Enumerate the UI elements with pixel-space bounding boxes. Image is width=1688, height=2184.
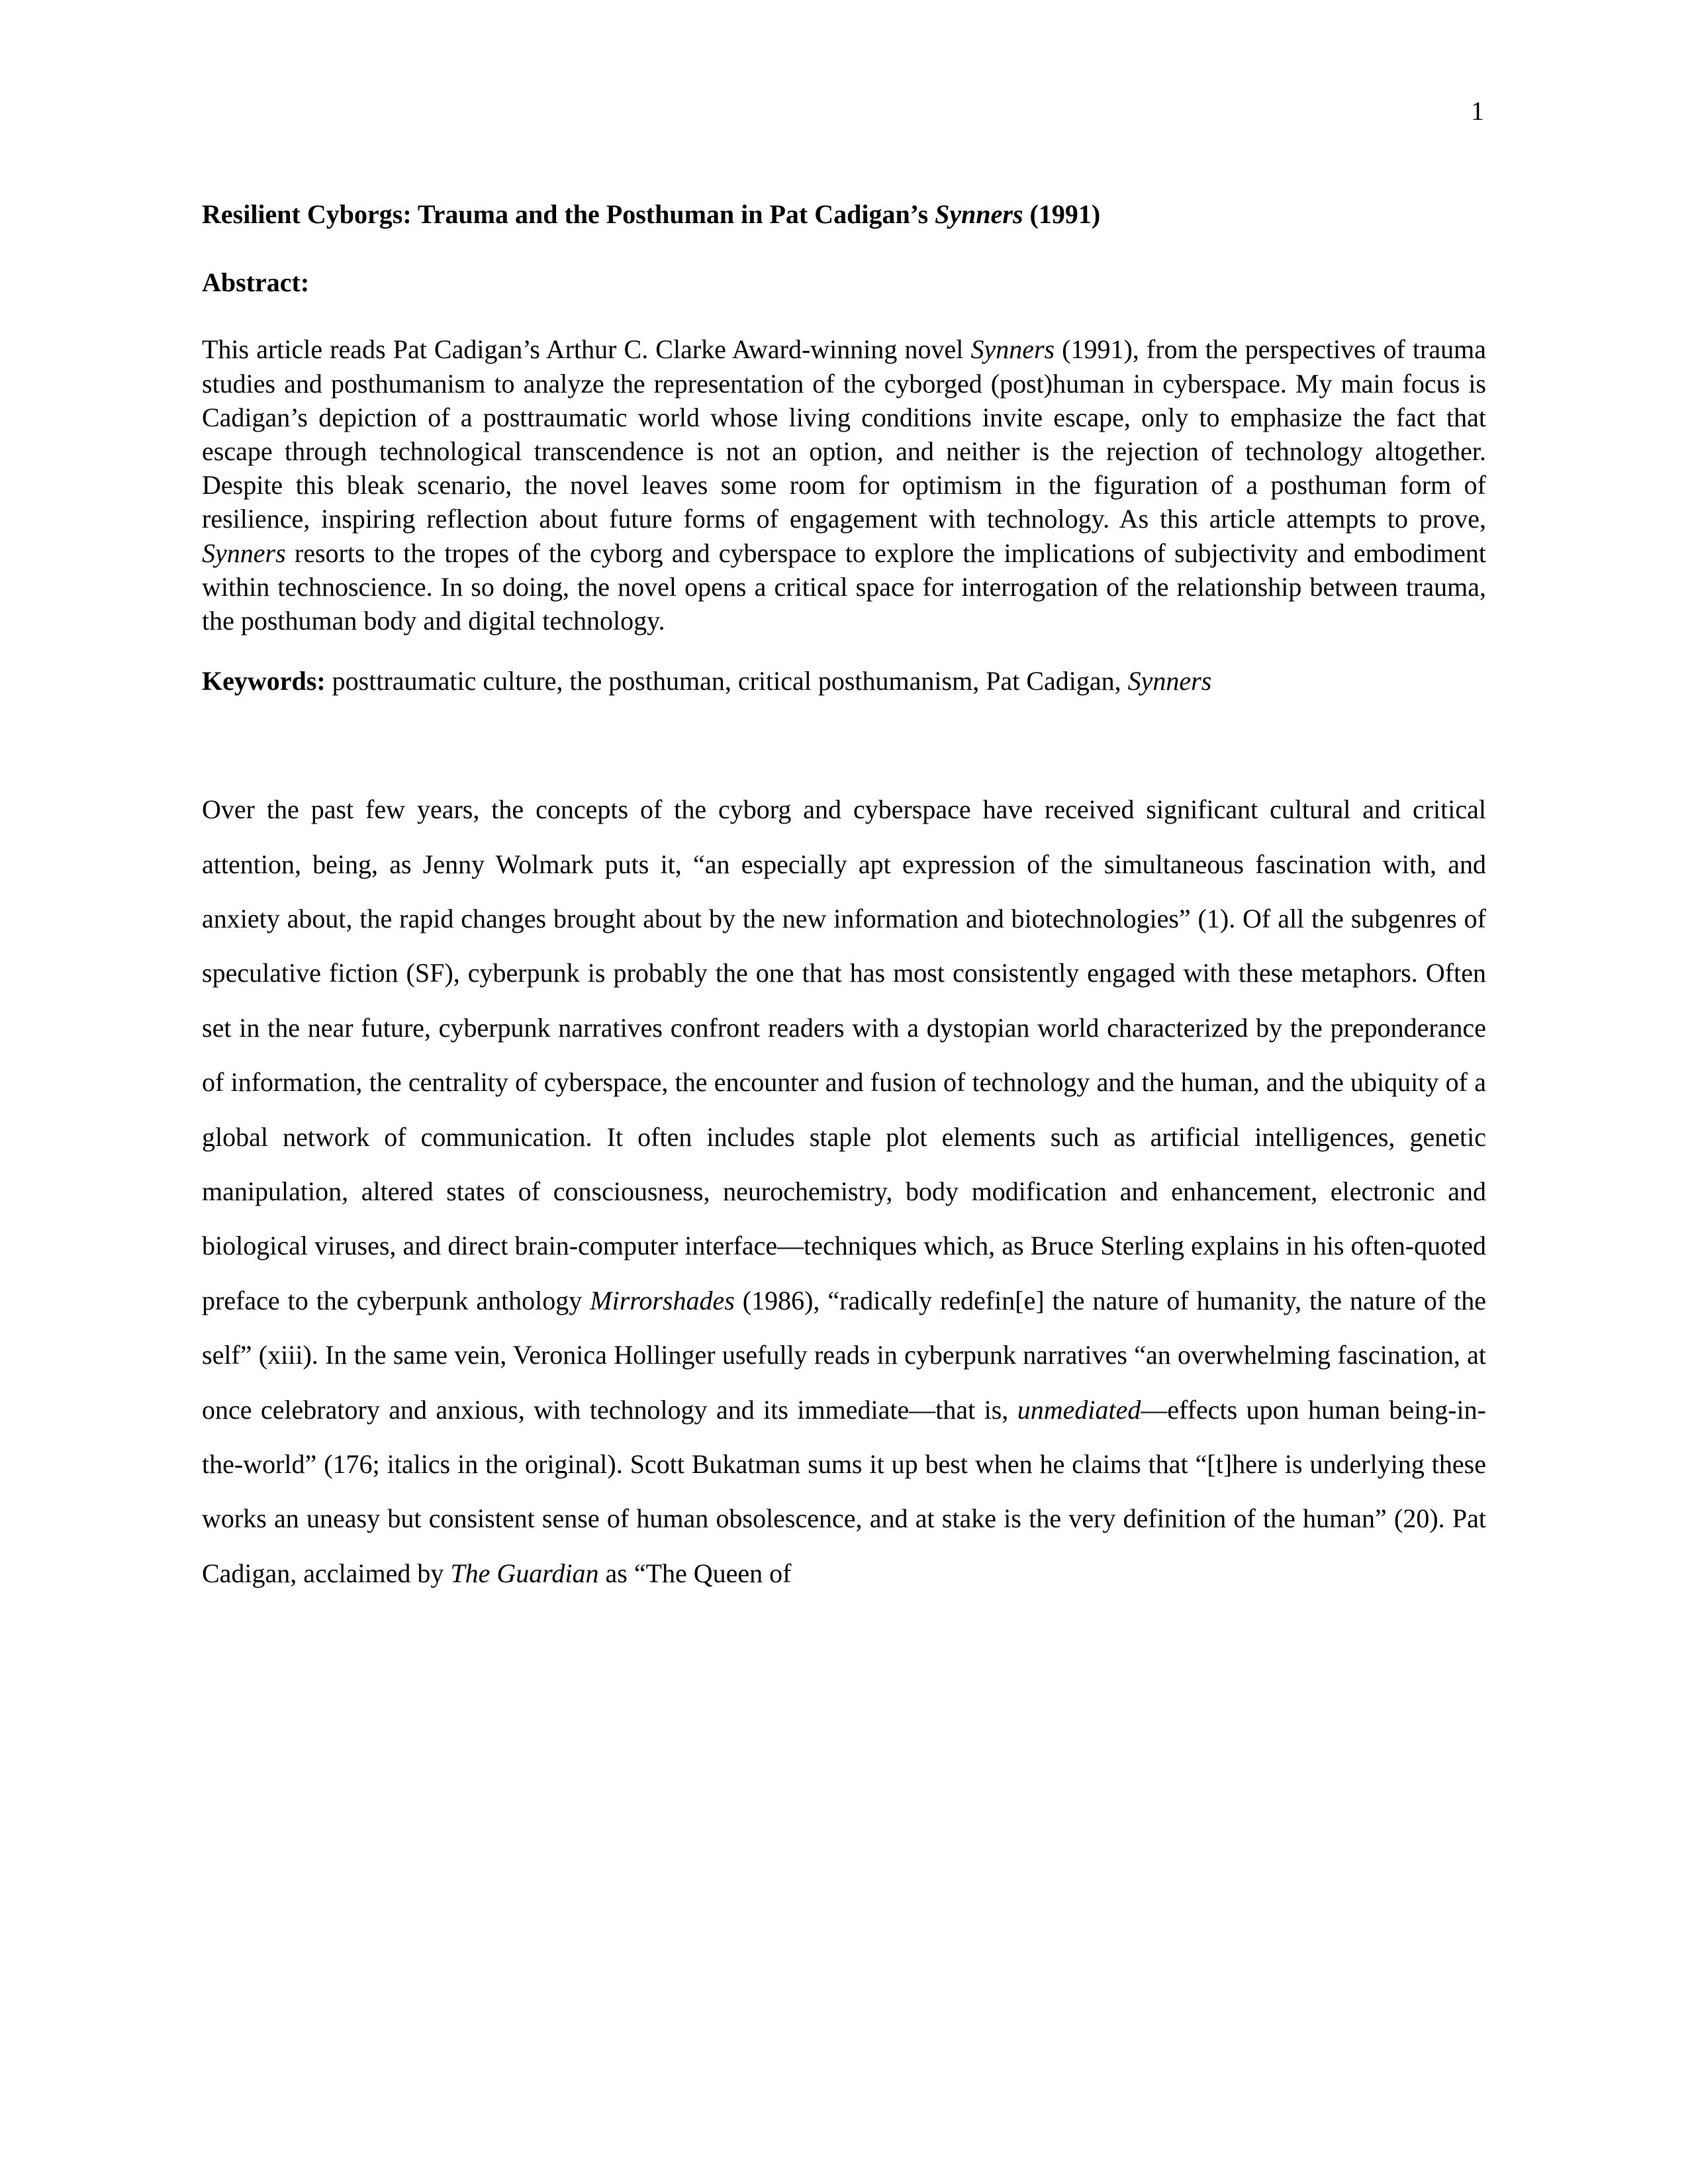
- body-text-part-4: as “The Queen of: [598, 1558, 792, 1588]
- section-spacer: [202, 698, 1486, 783]
- keywords-line: [202, 664, 1486, 698]
- body-text-part-2: (1986), “radically redefin[e] the nature of humanity, the nature of the self” (xiii). In the same vein, Veronica Hollinger usefully reads in cyberpunk narratives “an overwhelming fascination, at once celebratory and anxious, with technology and its immediate—that is,: [202, 1285, 1486, 1425]
- abstract-text-part-1: This article reads Pat Cadigan’s Arthur C. Clarke Award-winning novel: [202, 334, 971, 365]
- abstract-paragraph: [202, 332, 1486, 638]
- page-title: [202, 199, 1486, 230]
- page-content: [202, 199, 1486, 1601]
- keywords-novel-name: Synners: [1127, 666, 1212, 696]
- title-novel-name: Synners: [935, 199, 1023, 229]
- abstract-text-part-3: resorts to the tropes of the cyborg and cyberspace to explore the implications of subjectivity and embodiment within technoscience. In so doing, the novel opens a critical space for interrogation of the relationship between trauma, the posthuman body and digital technology.: [202, 538, 1486, 636]
- body-text-part-1: Over the past few years, the concepts of the cyborg and cyberspace have received significant cultural and critical attention, being, as Jenny Wolmark puts it, “an especially apt expression of the simultaneous fascination with, and anxiety about, the rapid changes brought about by the new information and biotechnologies” (1). Of all the subgenres of speculative fiction (SF), cyberpunk is probably the one that has most consistently engaged with these metaphors. Often set in the near future, cyberpunk narratives confront readers with a dystopian world characterized by the preponderance of information, the centrality of cyberspace, the encounter and fusion of technology and the human, and the ubiquity of a global network of communication. It often includes staple plot elements such as artificial intelligences, genetic manipulation, altered states of consciousness, neurochemistry, body modification and enhancement, electronic and biological viruses, and direct brain-computer interface—techniques which, as Bruce Sterling explains in his often-quoted preface to the cyberpunk anthology: [202, 794, 1486, 1315]
- body-newspaper-name: The Guardian: [450, 1558, 599, 1588]
- title-text-before-italic: Resilient Cyborgs: Trauma and the Posthuman in Pat Cadigan’s: [202, 199, 935, 229]
- abstract-novel-name-1: Synners: [970, 334, 1055, 365]
- title-text-after-italic: (1991): [1023, 199, 1101, 229]
- abstract-text-part-2: (1991), from the perspectives of trauma studies and posthumanism to analyze the representation of the cyborged (post)human in cyberspace. My main focus is Cadigan’s depiction of a posttraumatic world whose living conditions invite escape, only to emphasize the fact that escape through technological transcendence is not an option, and neither is the rejection of technology altogether. Despite this bleak scenario, the novel leaves some room for optimism in the figuration of a posthuman form of resilience, inspiring reflection about future forms of engagement with technology. As this article attempts to prove,: [202, 334, 1486, 534]
- abstract-novel-name-2: Synners: [202, 538, 286, 568]
- keywords-label: Keywords:: [202, 666, 326, 696]
- body-text-part-3: —effects upon human being-in-the-world” (176; italics in the original). Scott Bukatman sums it up best when he claims that “[t]here is underlying these works an uneasy but consistent sense of human obsolescence, and at stake is the very definition of the human” (20). Pat Cadigan, acclaimed by: [202, 1394, 1486, 1588]
- body-anthology-title: Mirrorshades: [590, 1285, 735, 1315]
- body-paragraph-1: [202, 783, 1486, 1601]
- body-emphasis-unmediated: unmediated: [1017, 1394, 1141, 1425]
- abstract-heading: Abstract:: [202, 267, 310, 298]
- keywords-text: posttraumatic culture, the posthuman, critical posthumanism, Pat Cadigan,: [325, 666, 1128, 696]
- page-number: 1: [1471, 96, 1484, 126]
